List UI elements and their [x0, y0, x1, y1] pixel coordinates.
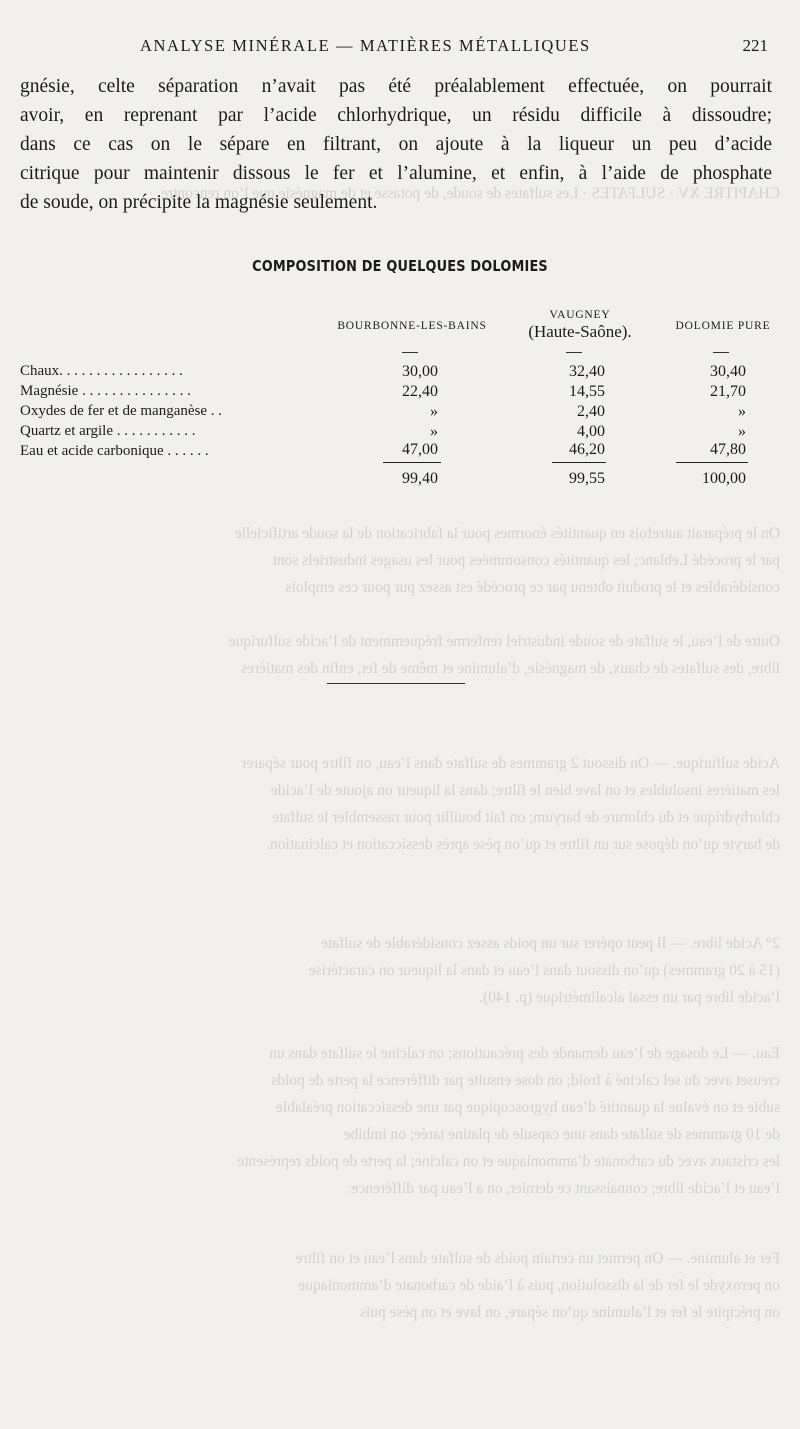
page-number: 221 [742, 36, 768, 55]
show-through-text: creuset avec du sel calciné à froid; on dose ensuite par différence la perte de poids [271, 1072, 780, 1089]
column-header-dolomie-pure [658, 320, 788, 332]
row-label-chaux: Chaux. . . . . . . . . . . . . . . . . [20, 363, 183, 379]
show-through-text: l’eau et l’acide libre; connaissant ce dernier, on a l’eau par différence. [347, 1180, 780, 1197]
table-title: COMPOSITION DE QUELQUES DOLOMIES [252, 257, 548, 275]
column-dash [713, 352, 729, 353]
show-through-text: 2° Acide libre. — Il peut opérer sur un poids assez considérable de sulfate [321, 935, 780, 952]
table-total: 99,55 [569, 470, 605, 487]
table-cell: 4,00 [577, 423, 605, 440]
running-title: ANALYSE MINÉRALE — MATIÈRES MÉTALLIQUES [140, 36, 591, 55]
show-through-text: chlorhydrique et du chlorure de baryum; on fait bouillir pour rassembler le sulfate [272, 809, 780, 826]
running-header [20, 36, 770, 60]
row-label-eau: Eau et acide carbonique . . . . . . [20, 443, 209, 459]
show-through-text: l’acide libre par un essai alcalimétrique (p. 140). [479, 989, 780, 1006]
show-through-text: par le procédé Leblanc; les quantités consommées pour les usages industriels sont [272, 552, 780, 569]
table-cell: 46,20 [569, 441, 605, 458]
show-through-text: Eau. — Le dosage de l’eau demande des précautions; on calcine le sulfate dans un [269, 1045, 780, 1062]
table-cell: 30,00 [402, 363, 438, 380]
show-through-text: subie et on évalue la quantité d’eau hygroscopique par une dessiccation préalable [276, 1099, 780, 1116]
table-total: 100,00 [702, 470, 746, 487]
show-through-text: considérables et le produit obtenu par ce procédé est assez pur pour ces emplois [285, 579, 780, 596]
show-through-text: On le préparait autrefois en quantités énormes pour la fabrication de la soude artificielle [234, 525, 780, 542]
table-total: 99,40 [402, 470, 438, 487]
paragraph-line: gnésie, celte séparation n’avait pas été préalablement effectuée, on pourrait [20, 76, 772, 97]
table-cell: 47,80 [710, 441, 746, 458]
show-through-text: on précipite le fer et l’alumine qu’on sépare, on lave et on pèse puis [359, 1304, 780, 1321]
column-dash [566, 352, 582, 353]
table-cell: » [738, 423, 746, 440]
show-through-text: CHAPITRE XV · SULFATES · Les sulfates de soude, de potasse et de magnésie que l’on rencontre [161, 185, 780, 202]
paragraph-line: de soude, on précipite la magnésie seulement. [20, 192, 378, 213]
sum-rule [552, 462, 606, 463]
table-cell: 21,70 [710, 383, 746, 400]
paragraph-line: dans ce cas on le sépare en filtrant, on ajoute à la liqueur un peu d’acide [20, 134, 772, 155]
table-cell: » [430, 423, 438, 440]
show-through-text: Outre de l’eau, le sulfate de soude industriel renferme fréquemment de l’acide sulfurique [228, 633, 780, 650]
column-header-vaugney [515, 309, 645, 342]
show-through-text: on peroxyde le fer de la dissolution, puis à l’aide de carbonate d’ammoniaque [298, 1277, 780, 1294]
sum-rule [676, 462, 748, 463]
table-cell: 2,40 [577, 403, 605, 420]
body-paragraph [20, 72, 772, 217]
show-through-text: de baryte qu’on dépose sur un filtre et qu’on pèse après dessiccation et calcination. [266, 836, 780, 853]
table-cell: » [430, 403, 438, 420]
table-cell: 32,40 [569, 363, 605, 380]
column-dash [402, 352, 418, 353]
show-through-text: de 10 grammes de sulfate dans une capsule de platine tarée; on imbibe [343, 1126, 780, 1143]
paragraph-line: avoir, en reprenant par l’acide chlorhydrique, un résidu difficile à dissoudre; [20, 105, 772, 126]
row-label-magnesie: Magnésie . . . . . . . . . . . . . . . [20, 383, 191, 399]
show-through-text: Fer et alumine. — On permet un certain poids de sulfate dans l’eau et on filtre [295, 1250, 780, 1267]
table-cell: 14,55 [569, 383, 605, 400]
sum-rule [383, 462, 441, 463]
row-label-quartz: Quartz et argile . . . . . . . . . . . [20, 423, 196, 439]
column-header-bourbonne [322, 320, 502, 332]
column-header-line: (Haute-Saône). [528, 322, 632, 341]
show-through-text: Acide sulfurique. — On dissout 2 grammes de sulfate dans l’eau, on filtre pour séparer [241, 755, 780, 772]
show-through-text: les cristaux avec du carbonate d’ammoniaque et on calcine; la perte de poids représente [237, 1153, 780, 1170]
paragraph-line: citrique pour maintenir dissous le fer et l’alumine, et enfin, à l’aide de phosphate [20, 163, 772, 184]
end-rule [327, 683, 465, 684]
column-header-line: BOURBONNE-LES-BAINS [337, 320, 487, 332]
show-through-text: libre, des sulfates de chaux, de magnésie, d’alumine et même de fer, enfin des matières [240, 660, 780, 677]
column-header-line: DOLOMIE PURE [675, 320, 771, 332]
table-cell: 30,40 [710, 363, 746, 380]
table-cell: 47,00 [402, 441, 438, 458]
table-cell: » [738, 403, 746, 420]
row-label-oxydes: Oxydes de fer et de manganèse . . [20, 403, 223, 419]
column-header-line: VAUGNEY [549, 309, 611, 321]
table-cell: 22,40 [402, 383, 438, 400]
show-through-text: (15 à 20 grammes) qu’on dissout dans l’eau et dans la liqueur on caractérise [308, 962, 780, 979]
show-through-text: les matières insolubles et on lave bien le filtre; dans la liqueur on ajoute de l’acide [270, 782, 780, 799]
